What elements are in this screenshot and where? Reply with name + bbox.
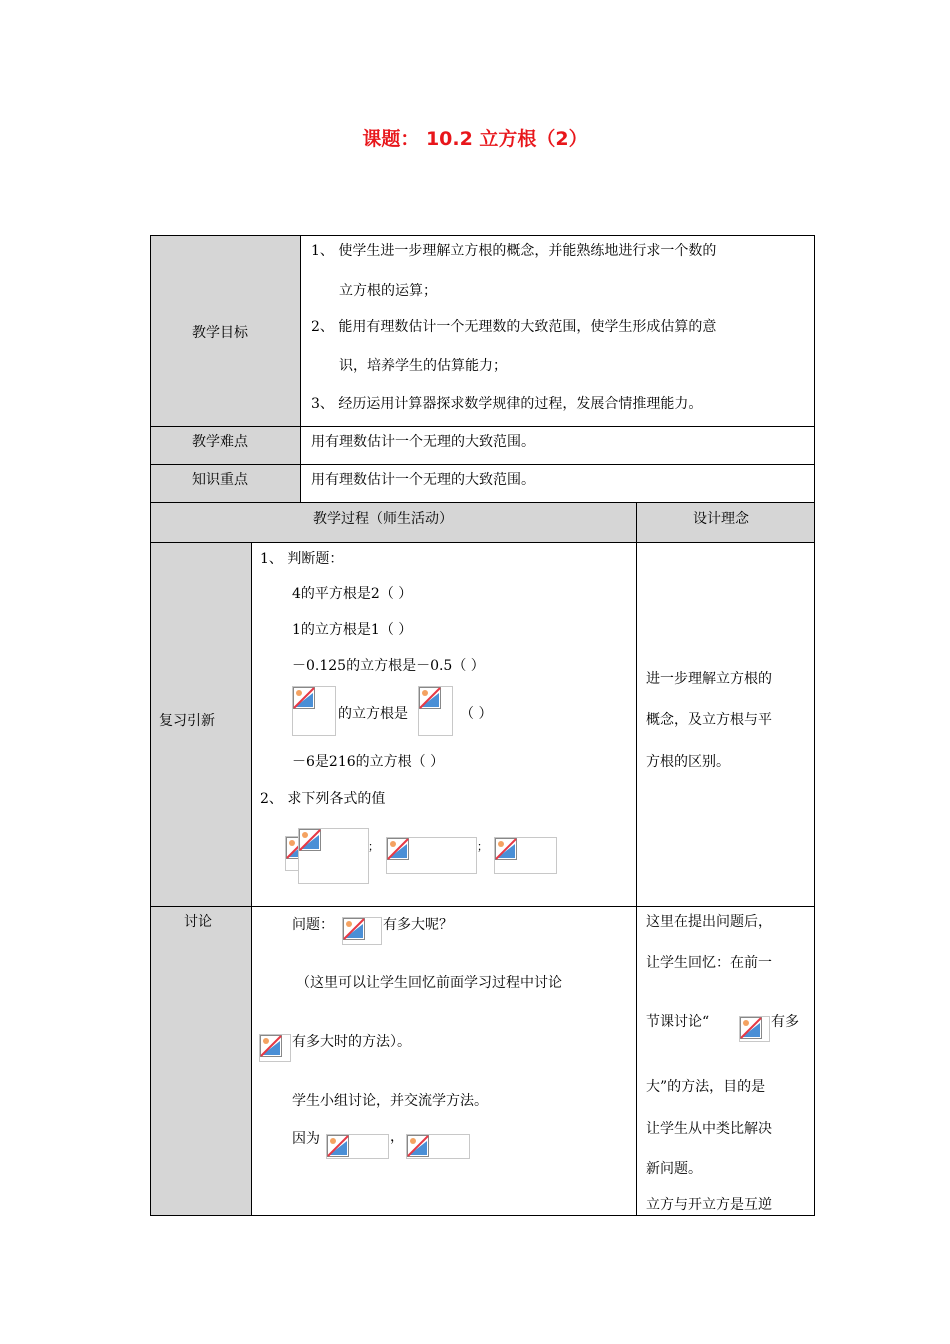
page-title: 课题： 10.2 立方根（2） bbox=[362, 128, 588, 150]
review-q1: 1、 判断题： bbox=[260, 551, 344, 567]
broken-image-icon bbox=[740, 1017, 762, 1039]
review-item-3: －0.125的立方根是－0.5（ ） bbox=[292, 658, 485, 674]
review-mid-text: 的立方根是 bbox=[338, 706, 408, 722]
review-label: 复习引新 bbox=[159, 713, 215, 729]
difficulty-label: 教学难点 bbox=[192, 434, 248, 450]
difficulty-text: 用有理数估计一个无理的大致范围。 bbox=[311, 434, 535, 450]
objective-line-5: 3、 经历运用计算器探求数学规律的过程，发展合情推理能力。 bbox=[311, 396, 703, 412]
discussion-design-line-3b: 有多 bbox=[771, 1014, 799, 1030]
broken-image-icon bbox=[343, 918, 365, 940]
keypoint-text: 用有理数估计一个无理的大致范围。 bbox=[311, 472, 535, 488]
separator-1: ； bbox=[368, 840, 379, 853]
formula-image-10 bbox=[739, 1016, 770, 1042]
review-design-line-1: 进一步理解立方根的 bbox=[646, 671, 772, 687]
broken-image-icon bbox=[299, 829, 321, 851]
formula-image-8 bbox=[326, 1134, 389, 1159]
review-item-2: 1的立方根是1（ ） bbox=[292, 622, 413, 638]
separator-2: ； bbox=[477, 840, 488, 853]
review-design-line-2: 概念，及立方根与平 bbox=[646, 712, 772, 728]
broken-image-icon bbox=[260, 1035, 282, 1057]
broken-image-icon bbox=[327, 1135, 349, 1157]
discussion-label: 讨论 bbox=[184, 914, 212, 930]
discussion-design-line-6: 新问题。 bbox=[646, 1161, 702, 1177]
objective-line-2: 立方根的运算； bbox=[339, 283, 437, 299]
discussion-design-line-4: 大”的方法，目的是 bbox=[646, 1079, 766, 1095]
review-design-line-3: 方根的区别。 bbox=[646, 754, 730, 770]
discussion-comma: ， bbox=[390, 1129, 404, 1145]
formula-image-7 bbox=[259, 1034, 291, 1062]
design-header: 设计理念 bbox=[693, 511, 749, 527]
discussion-note-1: （这里可以让学生回忆前面学习过程中讨论 bbox=[296, 975, 562, 991]
discussion-design-line-7: 立方与开立方是互逆 bbox=[646, 1197, 772, 1213]
discussion-design-line-1: 这里在提出问题后， bbox=[646, 914, 772, 930]
discussion-group: 学生小组讨论，并交流学方法。 bbox=[292, 1093, 488, 1109]
formula-image-3b bbox=[298, 828, 369, 884]
discussion-design-line-3a: 节课讨论“ bbox=[646, 1014, 710, 1030]
formula-image-9 bbox=[406, 1134, 470, 1159]
formula-image-2 bbox=[418, 686, 453, 736]
discussion-question-suffix: 有多大呢？ bbox=[383, 917, 453, 933]
broken-image-icon bbox=[293, 687, 315, 709]
review-mid-paren: （ ） bbox=[460, 706, 493, 722]
formula-image-5 bbox=[494, 837, 557, 874]
review-item-4: －6是216的立方根（ ） bbox=[292, 754, 445, 770]
review-q2: 2、 求下列各式的值 bbox=[260, 791, 386, 807]
objectives-label: 教学目标 bbox=[192, 325, 248, 341]
objective-line-4: 识，培养学生的估算能力； bbox=[339, 358, 507, 374]
objective-line-1: 1、 使学生进一步理解立方根的概念，并能熟练地进行求一个数的 bbox=[311, 243, 717, 259]
broken-image-icon bbox=[419, 687, 441, 709]
broken-image-icon bbox=[387, 838, 409, 860]
keypoint-label: 知识重点 bbox=[192, 472, 248, 488]
label-cell-discussion bbox=[150, 906, 251, 1215]
process-header: 教学过程（师生活动） bbox=[313, 511, 453, 527]
discussion-design-line-2: 让学生回忆：在前一 bbox=[646, 955, 772, 971]
discussion-question-prefix: 问题： bbox=[292, 917, 334, 933]
broken-image-icon bbox=[407, 1135, 429, 1157]
discussion-design-line-5: 让学生从中类比解决 bbox=[646, 1121, 772, 1137]
discussion-note-2: 有多大时的方法）。 bbox=[292, 1034, 411, 1050]
formula-image-1 bbox=[292, 686, 336, 736]
broken-image-icon bbox=[495, 838, 517, 860]
objective-line-3: 2、 能用有理数估计一个无理数的大致范围，使学生形成估算的意 bbox=[311, 319, 717, 335]
formula-image-6 bbox=[342, 917, 382, 945]
discussion-because: 因为 bbox=[292, 1131, 320, 1147]
review-item-1: 4的平方根是2（ ） bbox=[292, 586, 413, 602]
formula-image-4 bbox=[386, 837, 477, 874]
